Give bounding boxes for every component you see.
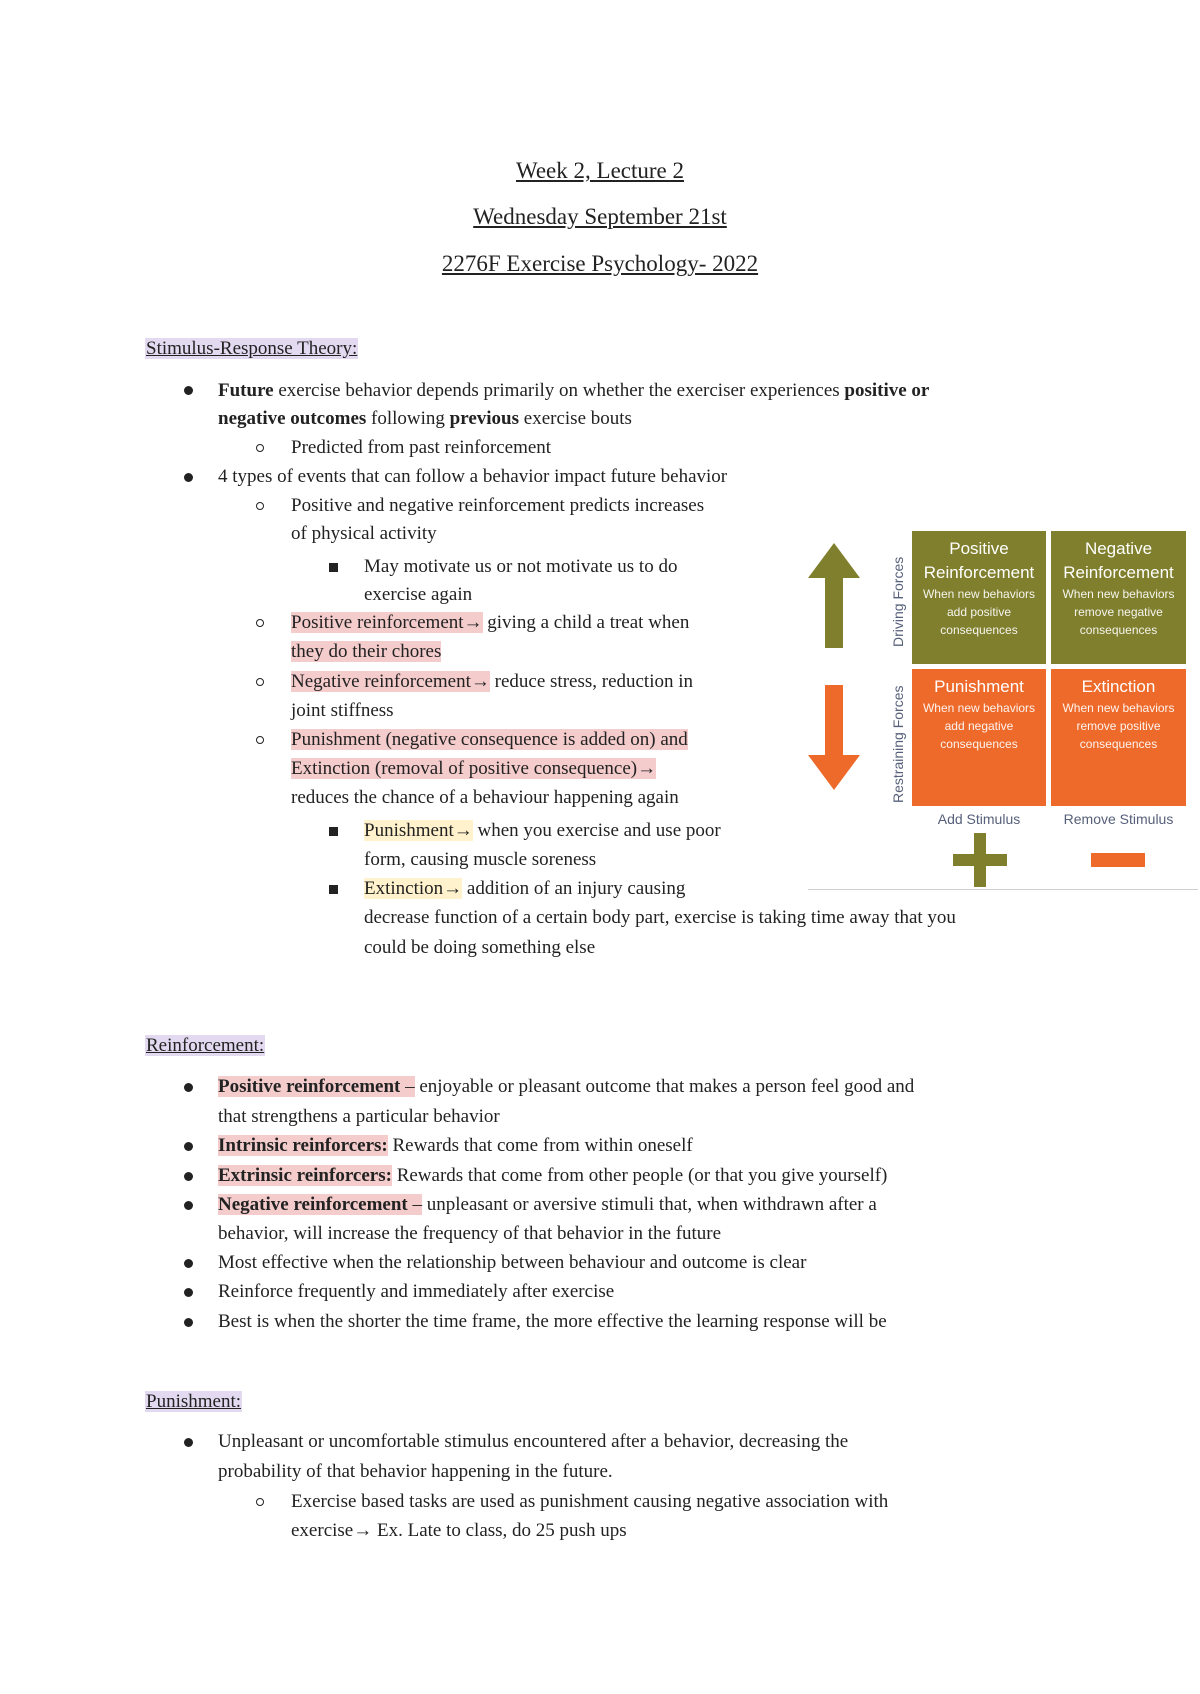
reinforcement-bullet-7: Best is when the shorter the time frame, the more effective the learning response will be <box>218 1311 887 1332</box>
punishment-heading: Punishment: <box>146 1391 242 1412</box>
reinforcement-heading: Reinforcement: <box>146 1035 265 1056</box>
reinforcement-bullet-4: Negative reinforcement – unpleasant or aversive stimuli that, when withdrawn after a <box>218 1194 877 1215</box>
bullet-icon <box>184 1172 193 1181</box>
sub-bullet-icon <box>256 444 264 452</box>
extinction-example: Extinction→ addition of an injury causing <box>364 878 686 899</box>
cell-title: Extinction <box>1081 677 1156 696</box>
punishment-bullet-1: Unpleasant or uncomfortable stimulus encountered after a behavior, decreasing the <box>218 1431 849 1452</box>
up-arrow-icon <box>808 543 860 648</box>
sr-sub-1-detail: May motivate us or not motivate us to do <box>364 556 678 577</box>
punishment-example-line2: form, causing muscle soreness <box>364 849 597 870</box>
punishment-cell <box>912 669 1046 806</box>
extinction-example-line2: decrease function of a certain body part, exercise is taking time away that you <box>364 907 956 928</box>
cell-description: When new behaviors add negative consequences <box>922 701 1036 751</box>
sr-sub-2-line2: they do their chores <box>291 641 442 662</box>
punishment-example: Punishment→ when you exercise and use poor <box>364 820 721 841</box>
extinction-cell <box>1051 669 1186 806</box>
cell-title: Punishment <box>934 677 1024 696</box>
cell-description: When new behaviors remove positive consequences <box>1062 701 1175 751</box>
sr-sub-1: Positive and negative reinforcement predicts increases <box>291 495 705 516</box>
sub-bullet-icon <box>256 619 264 627</box>
positive-reinforcement-cell <box>912 531 1046 664</box>
bullet-icon <box>184 1318 193 1327</box>
reinforcement-bullet-4-line2: behavior, will increase the frequency of that behavior in the future <box>218 1223 722 1244</box>
cell-description: When new behaviors add positive consequences <box>922 587 1036 637</box>
course-title: 2276F Exercise Psychology- 2022 <box>441 251 759 276</box>
bullet-icon <box>184 1142 193 1151</box>
sr-bullet-1: Future exercise behavior depends primarily on whether the exerciser experiences positive or <box>218 380 930 401</box>
sr-bullet-1-line2: negative outcomes following previous exercise bouts <box>218 408 632 429</box>
reinforcement-bullet-5: Most effective when the relationship between behaviour and outcome is clear <box>218 1252 807 1273</box>
bullet-icon <box>184 386 193 395</box>
figure-baseline <box>808 889 1198 890</box>
add-stimulus-label: Add Stimulus <box>937 811 1021 827</box>
punishment-sub: Exercise based tasks are used as punishment causing negative association with <box>291 1491 889 1512</box>
sr-sub-1-detail-line2: exercise again <box>364 584 473 605</box>
bullet-icon <box>184 1259 193 1268</box>
sr-bullet-1-sub: Predicted from past reinforcement <box>291 437 552 458</box>
reinforcement-bullet-6: Reinforce frequently and immediately after exercise <box>218 1281 615 1302</box>
reinforcement-bullet-1: Positive reinforcement – enjoyable or pleasant outcome that makes a person feel good and <box>218 1076 915 1097</box>
driving-forces-label: Driving Forces <box>890 556 906 647</box>
lecture-date: Wednesday September 21st <box>473 204 727 229</box>
reinforcement-bullet-2: Intrinsic reinforcers: Rewards that come from within oneself <box>218 1135 693 1156</box>
negative-reinforcement-cell <box>1051 531 1186 664</box>
sr-bullet-2: 4 types of events that can follow a behavior impact future behavior <box>218 466 728 487</box>
reinforcement-bullet-3: Extrinsic reinforcers: Rewards that come from other people (or that you give yourself) <box>218 1165 888 1186</box>
cell-title: Positive Reinforcement <box>923 539 1035 582</box>
bullet-icon <box>184 1288 193 1297</box>
bullet-icon <box>184 473 193 482</box>
bullet-icon <box>184 1438 193 1447</box>
punishment-sub-line2: exercise→ Ex. Late to class, do 25 push ups <box>291 1520 627 1541</box>
sr-sub-3-line2: joint stiffness <box>291 700 394 721</box>
remove-stimulus-label: Remove Stimulus <box>1063 811 1174 827</box>
restraining-forces-label: Restraining Forces <box>890 685 906 803</box>
square-bullet-icon <box>329 827 338 836</box>
sr-sub-4-line2: Extinction (removal of positive consequence)→ <box>291 758 657 779</box>
sr-sub-4: Punishment (negative consequence is added on) and <box>291 729 688 750</box>
sr-sub-4-line3: reduces the chance of a behaviour happening again <box>291 787 679 808</box>
sr-sub-1-line2: of physical activity <box>291 523 437 544</box>
extinction-example-line3: could be doing something else <box>364 937 596 958</box>
down-arrow-icon <box>808 685 860 790</box>
bullet-icon <box>184 1083 193 1092</box>
square-bullet-icon <box>329 563 338 572</box>
sub-bullet-icon <box>256 678 264 686</box>
sub-bullet-icon <box>256 502 264 510</box>
reinforcement-bullet-1-line2: that strengthens a particular behavior <box>218 1106 500 1127</box>
lecture-title: Week 2, Lecture 2 <box>515 158 684 183</box>
plus-icon <box>953 833 1007 887</box>
sr-heading: Stimulus-Response Theory: <box>146 338 358 359</box>
sub-bullet-icon <box>256 736 264 744</box>
cell-title: Negative Reinforcement <box>1063 539 1174 582</box>
sr-sub-3: Negative reinforcement→ reduce stress, reduction in <box>291 671 694 692</box>
minus-icon <box>1091 853 1145 867</box>
punishment-bullet-1-line2: probability of that behavior happening in the future. <box>218 1461 613 1482</box>
sub-bullet-icon <box>256 1498 264 1506</box>
bullet-icon <box>184 1201 193 1210</box>
square-bullet-icon <box>329 885 338 894</box>
cell-description: When new behaviors remove negative consequences <box>1062 587 1175 637</box>
sr-sub-2: Positive reinforcement→ giving a child a treat when <box>291 612 690 633</box>
reinforcement-matrix-figure <box>808 525 1198 890</box>
